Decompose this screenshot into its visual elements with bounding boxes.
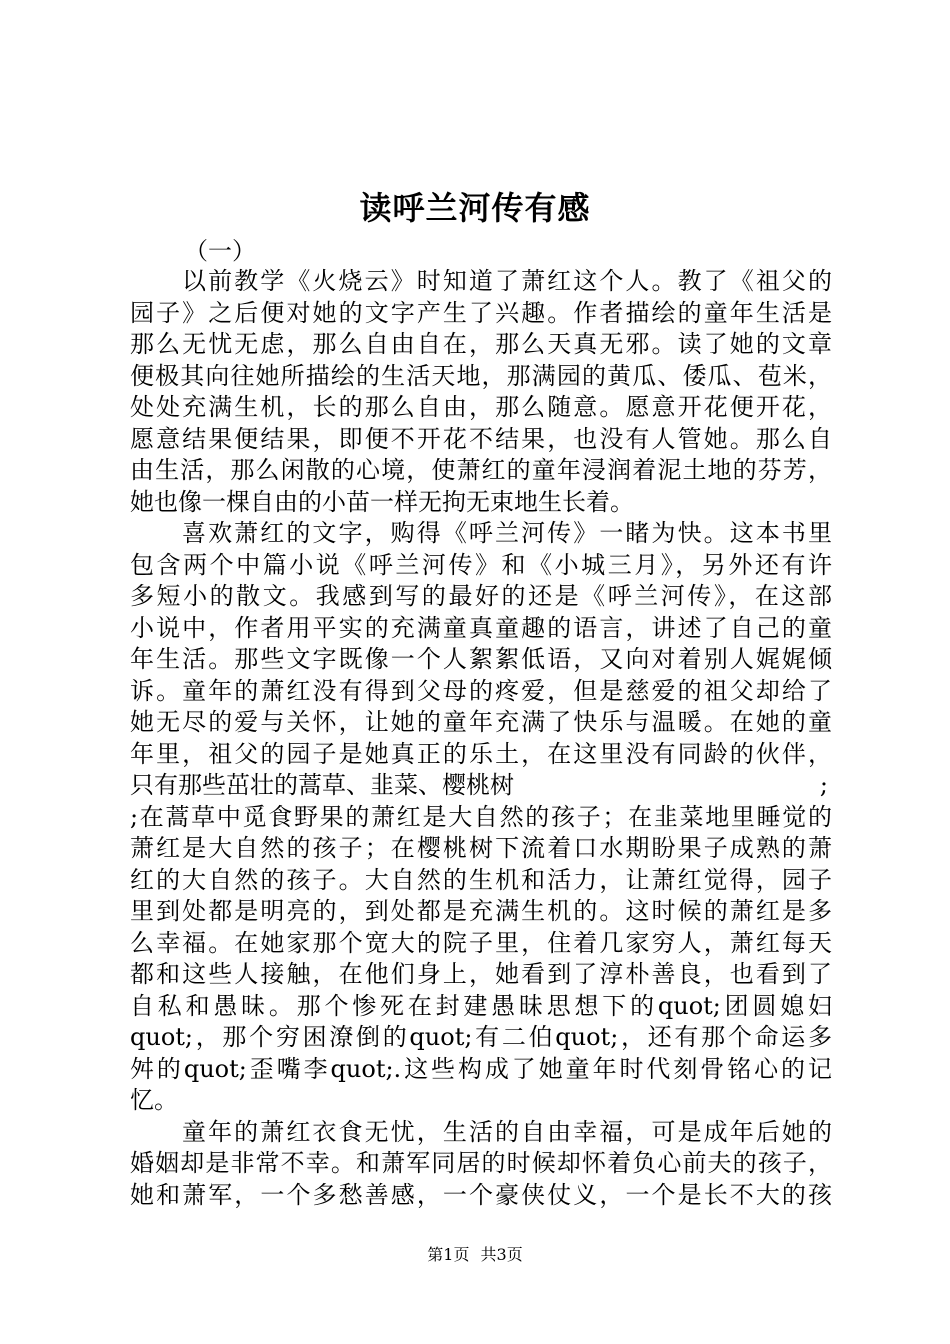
paragraph-3-line-2: 婚姻却是非常不幸。和萧军同居的时候却怀着负心前夫的孩子， [130, 1149, 832, 1177]
paragraph-1-line-6: 愿意结果便结果，即便不开花不结果，也没有人管她。那么自 [130, 424, 832, 453]
paragraph-2-line-8: 年里，祖父的园子是她真正的乐土，在这里没有同龄的伙伴， [130, 739, 832, 768]
paragraph-2-line-11: 萧红是大自然的孩子；在樱桃树下流着口水期盼果子成熟的萧 [130, 834, 832, 862]
page-footer [0, 1244, 950, 1266]
page-number: 第1页 [427, 1245, 470, 1264]
paragraph-2-line-3: 多短小的散文。我感到写的最好的还是《呼兰河传》，在这部 [130, 582, 832, 610]
paragraph-2-line-1: 喜欢萧红的文字，购得《呼兰河传》一睹为快。这本书里 [182, 519, 832, 547]
paragraph-1-line-4: 便极其向往她所描绘的生活天地，那满园的黄瓜、倭瓜、苞米， [130, 361, 832, 390]
section-label: （一） [184, 237, 256, 265]
paragraph-2-line-17: quot;，那个穷困潦倒的quot;有二伯quot;，还有那个命运多 [130, 1023, 832, 1051]
paragraph-2-line-19: 忆。 [130, 1086, 178, 1114]
paragraph-1-line-7: 由生活，那么闲散的心境，使萧红的童年浸润着泥土地的芬芳， [130, 456, 832, 484]
document-body [130, 266, 832, 1211]
paragraph-2-line-18: 舛的quot;歪嘴李quot;.这些构成了她童年时代刻骨铭心的记 [130, 1054, 832, 1083]
paragraph-2-line-10: ;在蒿草中觅食野果的萧红是大自然的孩子；在韭菜地里睡觉的 [130, 802, 832, 831]
paragraph-3-line-3: 她和萧军，一个多愁善感，一个豪侠仗义，一个是长不大的孩 [130, 1180, 832, 1209]
paragraph-2-line-7: 她无尽的爱与关怀，让她的童年充满了快乐与温暖。在她的童 [130, 708, 832, 736]
trailing-semicolon: ; [819, 771, 828, 799]
paragraph-2-line-4: 小说中，作者用平实的充满童真童趣的语言，讲述了自己的童 [130, 613, 832, 642]
paragraph-1-line-3: 那么无忧无虑，那么自由自在，那么天真无邪。读了她的文章 [130, 330, 832, 358]
paragraph-1-line-2: 园子》之后便对她的文字产生了兴趣。作者描绘的童年生活是 [130, 298, 832, 327]
paragraph-2-line-9 [130, 770, 832, 802]
paragraph-1-line-1: 以前教学《火烧云》时知道了萧红这个人。教了《祖父的 [182, 267, 832, 295]
paragraph-2-line-2: 包含两个中篇小说《呼兰河传》和《小城三月》，另外还有许 [130, 550, 832, 579]
paragraph-2-line-9-text: 只有那些茁壮的蒿草、韭菜、樱桃树 [130, 771, 514, 799]
paragraph-1-line-8: 她也像一棵自由的小苗一样无拘无束地生长着。 [130, 487, 634, 516]
document-title: 读呼兰河传有感 [359, 189, 591, 227]
paragraph-2-line-13: 里到处都是明亮的，到处都是充满生机的。这时候的萧红是多 [130, 897, 832, 925]
paragraph-2-line-12: 红的大自然的孩子。大自然的生机和活力，让萧红觉得，园子 [130, 865, 832, 894]
paragraph-2-line-16: 自私和愚昧。那个惨死在封建愚昧思想下的quot;团圆媳妇 [130, 991, 832, 1020]
paragraph-3-line-1: 童年的萧红衣食无忧，生活的自由幸福，可是成年后她的 [182, 1117, 832, 1146]
paragraph-1-line-5: 处处充满生机，长的那么自由，那么随意。愿意开花便开花， [130, 393, 832, 421]
paragraph-2-line-5: 年生活。那些文字既像一个人絮絮低语，又向对着别人娓娓倾 [130, 645, 832, 673]
paragraph-2-line-15: 都和这些人接触，在他们身上，她看到了淳朴善良，也看到了 [130, 960, 832, 988]
total-pages: 共3页 [480, 1245, 523, 1264]
paragraph-2-line-6: 诉。童年的萧红没有得到父母的疼爱，但是慈爱的祖父却给了 [130, 676, 832, 705]
paragraph-2-line-14: 么幸福。在她家那个宽大的院子里，住着几家穷人，萧红每天 [130, 928, 832, 957]
